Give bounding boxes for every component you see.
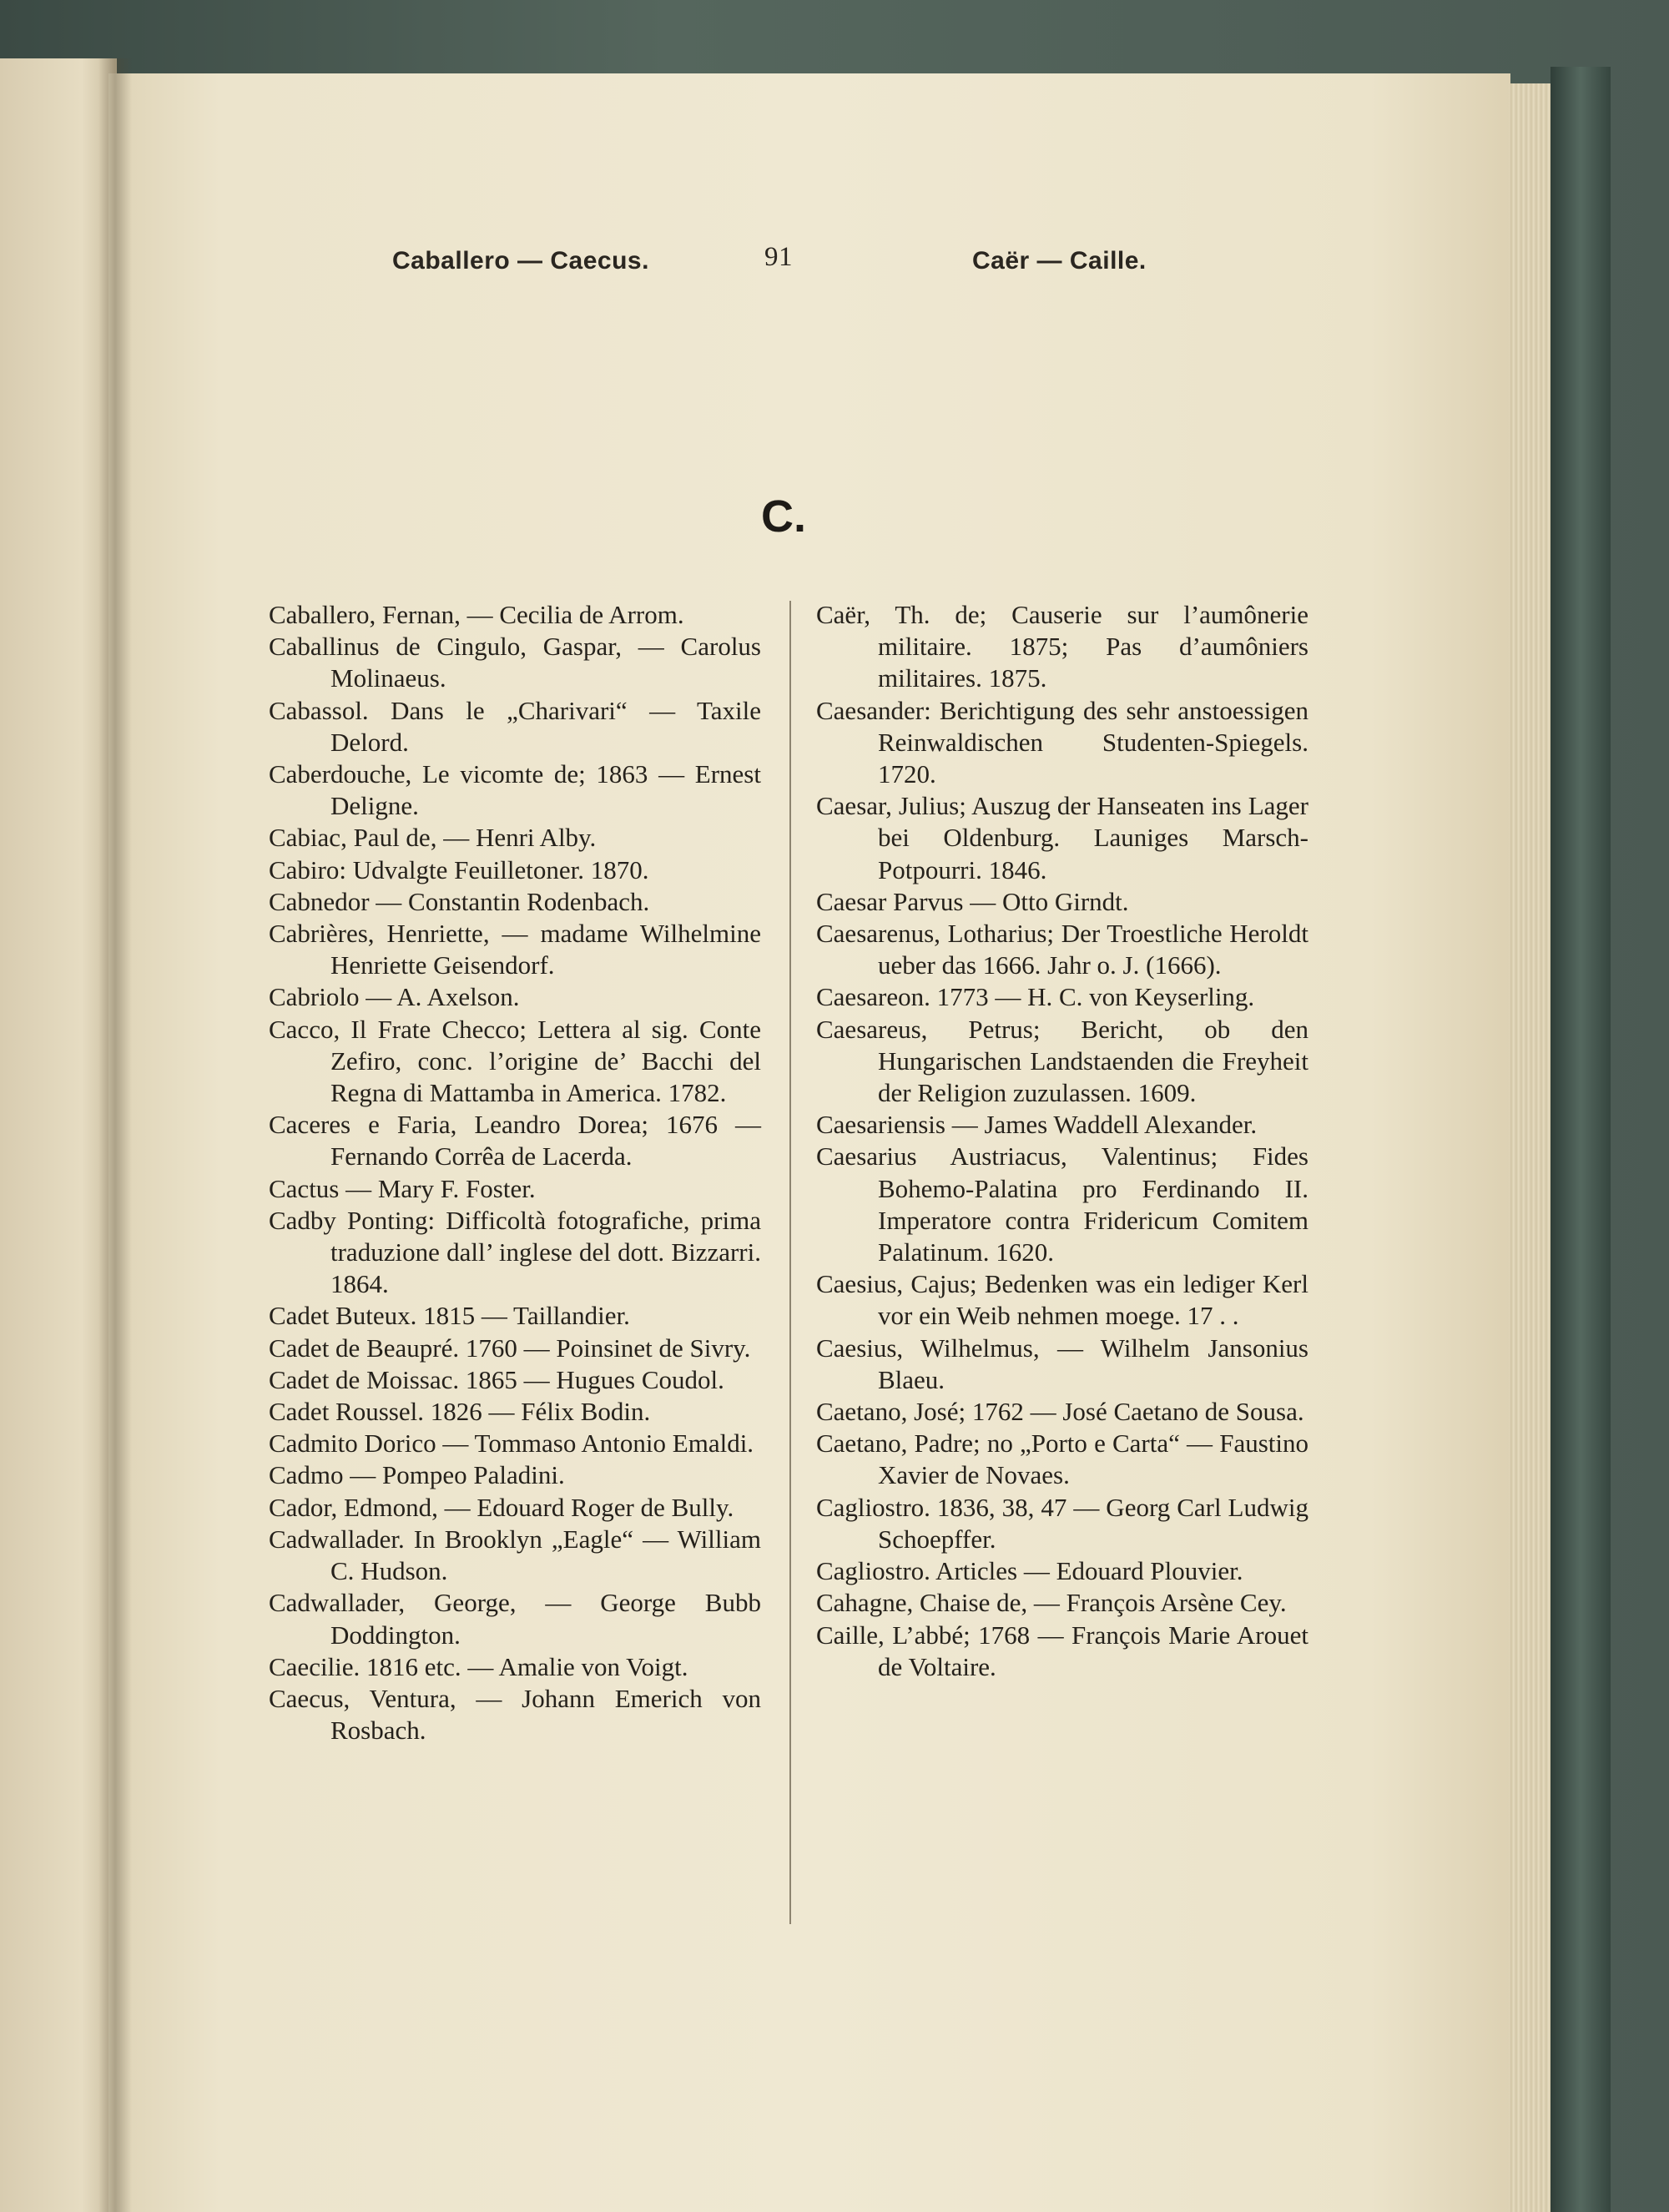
entry: Caecilie. 1816 etc. — Amalie von Voigt. xyxy=(269,1651,688,1681)
entry: Cactus — Mary F. Foster. xyxy=(269,1173,536,1203)
entry: Caesareus, Petrus; Bericht, ob den Hungarischen Landstaenden die Freyheit der Religion zuzulassen. 1609. xyxy=(816,1014,1308,1108)
entry: Cacco, Il Frate Checco; Lettera al sig. Conte Zefiro, conc. l’origine de’ Bacchi del Regna di Mattamba in America. 1782. xyxy=(269,1014,761,1108)
entry: Caesarius Austriacus, Valentinus; Fides Bohemo-Palatina pro Ferdinando II. Imperatore contra Fridericum Comitem Palatinum. 1620. xyxy=(816,1141,1308,1267)
entry: Caesius, Cajus; Bedenken was ein lediger Kerl vor ein Weib nehmen moege. 17 . . xyxy=(816,1269,1308,1331)
left-column xyxy=(269,599,761,1746)
entry: Caesar Parvus — Otto Girndt. xyxy=(816,886,1129,916)
entry: Caesander: Berichtigung des sehr anstoessigen Reinwaldischen Studenten-Spiegels. 1720. xyxy=(816,695,1308,789)
entry: Caesarenus, Lotharius; Der Troestliche Heroldt ueber das 1666. Jahr o. J. (1666). xyxy=(816,919,1308,980)
entry: Caetano, Padre; no „Porto e Carta“ — Faustino Xavier de Novaes. xyxy=(816,1428,1308,1490)
entry: Cadmo — Pompeo Paladini. xyxy=(269,1460,565,1490)
running-head-right: Caër — Caille. xyxy=(972,247,1147,275)
entry: Cabrières, Henriette, — madame Wilhelmine Henriette Geisendorf. xyxy=(269,919,761,980)
running-head-left: Caballero — Caecus. xyxy=(392,247,649,275)
entry: Cadet de Moissac. 1865 — Hugues Coudol. xyxy=(269,1364,724,1394)
book-cover-edge xyxy=(1551,67,1611,2212)
entry: Caesareon. 1773 — H. C. von Keyserling. xyxy=(816,982,1255,1012)
entry: Cadwallader. In Brooklyn „Eagle“ — William C. Hudson. xyxy=(269,1524,761,1586)
entry: Caetano, José; 1762 — José Caetano de Sousa. xyxy=(816,1397,1304,1427)
entry: Caballinus de Cingulo, Gaspar, — Carolus Molinaeus. xyxy=(269,632,761,693)
entry: Cador, Edmond, — Edouard Roger de Bully. xyxy=(269,1492,734,1522)
entry: Caesar, Julius; Auszug der Hanseaten ins Lager bei Oldenburg. Launiges Marsch-Potpourri. 1846. xyxy=(816,791,1308,884)
entry: Caille, L’abbé; 1768 — François Marie Arouet de Voltaire. xyxy=(816,1620,1308,1681)
entry: Caceres e Faria, Leandro Dorea; 1676 — Fernando Corrêa de Lacerda. xyxy=(269,1110,761,1172)
page-number: 91 xyxy=(764,242,793,272)
entry: Cadmito Dorico — Tommaso Antonio Emaldi. xyxy=(269,1428,754,1459)
entry: Caballero, Fernan, — Cecilia de Arrom. xyxy=(269,600,684,629)
right-column xyxy=(816,599,1308,1683)
entry: Cadet de Beaupré. 1760 — Poinsinet de Sivry. xyxy=(269,1333,751,1363)
entry: Cadet Buteux. 1815 — Taillandier. xyxy=(269,1301,630,1331)
entry: Cagliostro. Articles — Edouard Plouvier. xyxy=(816,1556,1243,1586)
entry: Cabriolo — A. Axelson. xyxy=(269,982,520,1012)
entry: Cadby Ponting: Difficoltà fotografiche, prima traduzione dall’ inglese del dott. Bizzarri. 1864. xyxy=(269,1205,761,1299)
entry: Cahagne, Chaise de, — François Arsène Cey. xyxy=(816,1588,1287,1618)
entry: Cabassol. Dans le „Charivari“ — Taxile Delord. xyxy=(269,695,761,757)
section-letter: C. xyxy=(761,491,806,542)
entry: Cabnedor — Constantin Rodenbach. xyxy=(269,886,650,916)
gutter-shadow xyxy=(98,58,132,2212)
entry: Caecus, Ventura, — Johann Emerich von Rosbach. xyxy=(269,1683,761,1746)
entry: Caër, Th. de; Causerie sur l’aumônerie militaire. 1875; Pas d’aumôniers militaires. 1875. xyxy=(816,600,1308,693)
entry: Caesius, Wilhelmus, — Wilhelm Jansonius Blaeu. xyxy=(816,1333,1308,1394)
entry: Caberdouche, Le vicomte de; 1863 — Ernest Deligne. xyxy=(269,759,761,821)
entry: Cadwallader, George, — George Bubb Doddington. xyxy=(269,1588,761,1650)
column-divider xyxy=(789,601,791,1924)
entry: Cagliostro. 1836, 38, 47 — Georg Carl Ludwig Schoepffer. xyxy=(816,1492,1308,1554)
entry: Caesariensis — James Waddell Alexander. xyxy=(816,1110,1258,1140)
page-block-edges xyxy=(1509,83,1551,2212)
entry: Cabiro: Udvalgte Feuilletoner. 1870. xyxy=(269,854,649,884)
entry: Cabiac, Paul de, — Henri Alby. xyxy=(269,823,597,853)
entry: Cadet Roussel. 1826 — Félix Bodin. xyxy=(269,1397,651,1427)
